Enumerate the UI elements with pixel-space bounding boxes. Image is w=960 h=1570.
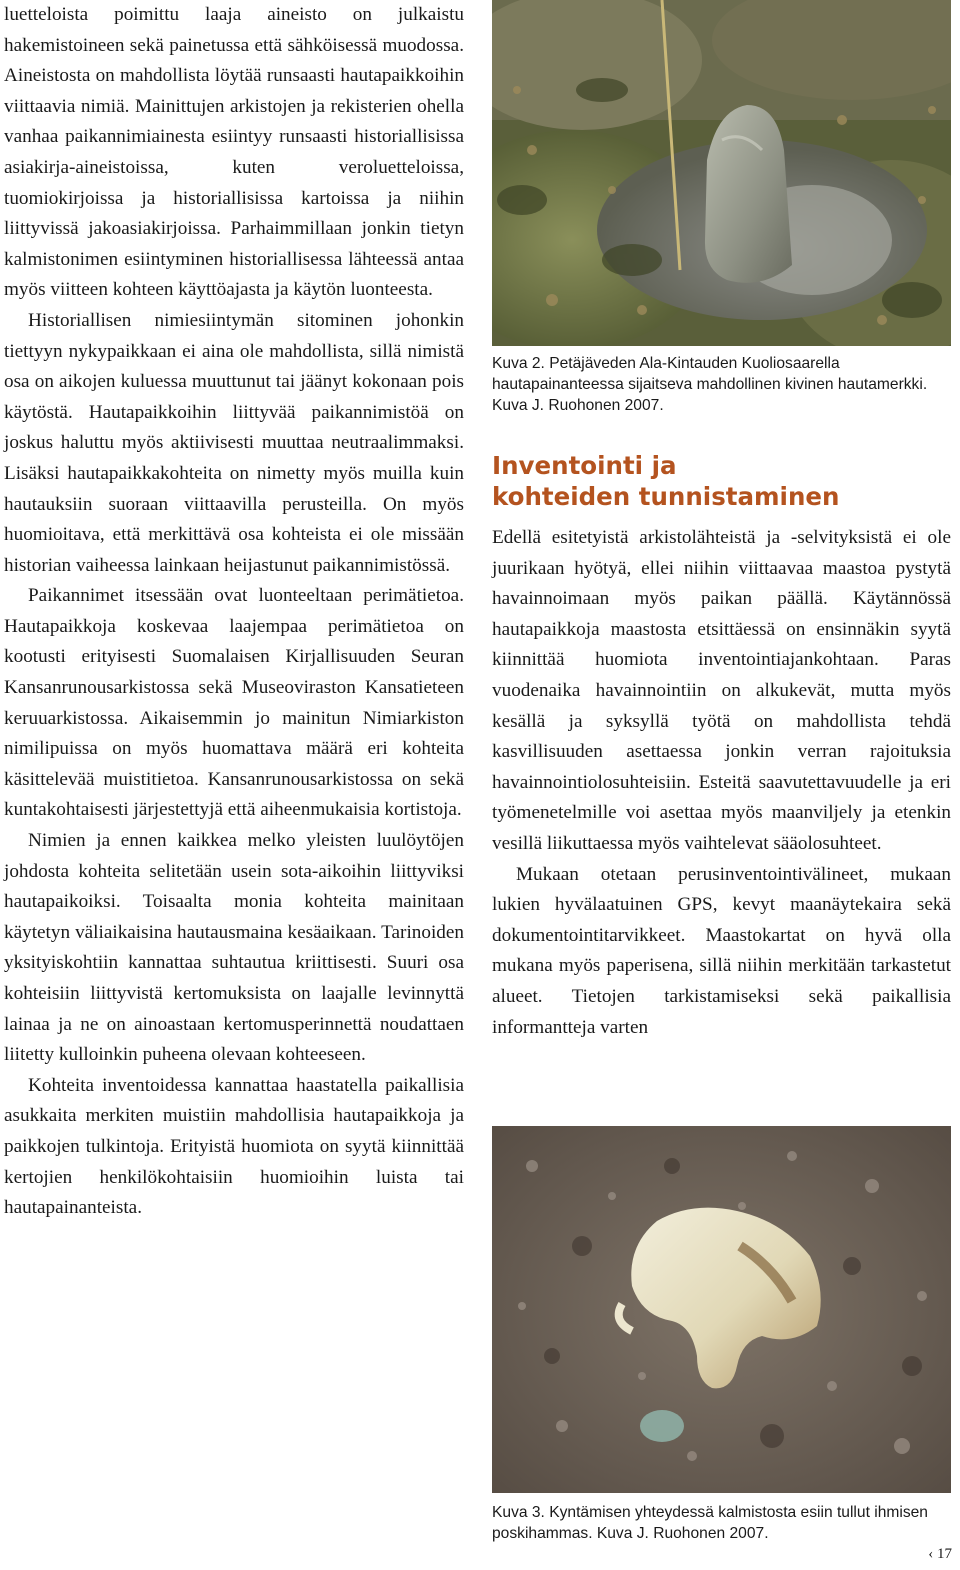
right-column xyxy=(492,523,951,1043)
section-heading-line: Inventointi ja xyxy=(492,451,677,480)
body-paragraph: Kohteita inventoidessa kannattaa haastatella paikallisia asukkaita merkiten muistiin mahdollisia hautapaikkoja ja paikkojen tulkintoja. Erityistä huomiota on syytä kiinnittää kertojien henkilökohtaisiin huomioihin luista tai hautapainanteista. xyxy=(4,1074,464,1219)
body-paragraph: Edellä esitetyistä arkistolähteistä ja -selvityksistä ei ole juurikaan hyötyä, ellei niihin viittaavaa maastoa pystytä havainnoimaan myös paikan päällä. Käytännössä hautapaikkoja maastosta etsittäessä on ensinnäkin syytä kiinnittää huomiota inventointiajankohtaan. Paras vuodenaika havainnointiin on alkukevät, mutta myös kesällä ja syksyllä työtä on mahdollista tehdä kasvillisuuden asettaessa jonkin verran rajoituksia havainnointiolosuhteisiin. Esteitä saavutettavuudelle ja eri työmenetelmille voi asettaa myös maanviljely ja etenkin vesillä liikuttaessa myös vaihtelevat sääolosuhteet. xyxy=(492,527,951,854)
page-number: ‹ 17 xyxy=(928,1546,952,1562)
figure-caption: Kuva 3. Kyntämisen yhteydessä kalmistosta esiin tullut ihmisen poskihammas. Kuva J. Ruohonen 2007. xyxy=(492,1504,928,1542)
tooth-photo xyxy=(492,1126,951,1493)
body-paragraph: luetteloista poimittu laaja aineisto on julkaistu hakemistoineen sekä painetussa että sähköisessä muodossa. Aineistosta on mahdollista löytää runsaasti hautapaikkoihin viittaavia nimiä. Mainittujen arkistojen ja rekisterien ohella vanhaa paikannimiainesta esiintyy runsaasti historiallisissa asiakirja-aineistoissa, kuten veroluetteloissa, tuomiokirjoissa ja historiallisissa kartoissa ja niihin liittyvissä jakoasiakirjoissa. Parhaimmillaan jonkin tietyn kalmistonimen esiintyminen historiallisessa lähteessä antaa myös viitteen kohteen käyttöajasta ja käytön luonteesta. xyxy=(4,4,464,301)
body-paragraph: Mukaan otetaan perusinventointivälineet, mukaan lukien hyvälaatuinen GPS, kevyt maanäytekaira sekä dokumentointitarvikkeet. Maastokartat on hyvä olla mukana myös paperisena, sillä niihin merkitään tarkastetut alueet. Tietojen tarkistamiseksi sekä paikallisia informantteja varten xyxy=(492,863,951,1038)
left-column xyxy=(4,0,464,1224)
grave-marker-photo xyxy=(492,0,951,346)
body-paragraph: Paikannimet itsessään ovat luonteeltaan perimätietoa. Hautapaikkoja koskevaa laajempaa perimätietoa on kootusti erityisesti Suomalaisen Kirjallisuuden Seuran Kansanrunousarkistossa sekä Museoviraston Kansatieteen keruuarkistossa. Aikaisemmin jo mainitun Nimiarkiston nimilipuissa on myös huomattava määrä eri kohteita käsittelevää muistitietoa. Kansanrunousarkistossa on sekä kuntakohtaisesti järjestettyjä että aiheenmukaisia kortistoja. xyxy=(4,585,464,821)
figure-caption: Kuva 2. Petäjäveden Ala-Kintauden Kuoliosaarella hautapainanteessa sijaitseva mahdollinen kivinen hautamerkki. Kuva J. Ruohonen 2007. xyxy=(492,355,928,414)
section-heading xyxy=(492,450,952,512)
section-heading-line: kohteiden tunnistaminen xyxy=(492,482,840,511)
body-paragraph: Historiallisen nimiesiintymän sitominen johonkin tiettyyn nykypaikkaan ei aina ole mahdollista, sillä nimistä osa on aikojen kuluessa muuttunut tai jäänyt kokonaan pois käytöstä. Hautapaikkoihin liittyvää paikannimistöä on joskus haluttu myös aktiivisesti muuttaa neutraalimmaksi. Lisäksi hautapaikkakohteita on nimetty myös muilla kuin hautauksiin suoraan viittaavilla perusteilla. On myös huomioitava, että merkittävä osa kohteista ei ole missään historian vaiheessa lainkaan heijastunut paikannimistössä. xyxy=(4,309,464,576)
body-paragraph: Nimien ja ennen kaikkea melko yleisten luulöytöjen johdosta kohteita selitetään usein sota-aikoihin liittyviksi hautapaikoiksi. Toisaalta monia kohteita mainitaan käytetyn väliaikaisina hautausmaina kesäaikaan. Tarinoiden yksityiskohtiin kannattaa suhtautua kriittisesti. Suuri osa kohteisiin liittyvistä kertomuksista on laajalle levinnyttä lainaa ja ne on ainoastaan kertomusperinnettä noudattaen liitetty kulloinkin puheena olevaan kohteeseen. xyxy=(4,830,464,1066)
